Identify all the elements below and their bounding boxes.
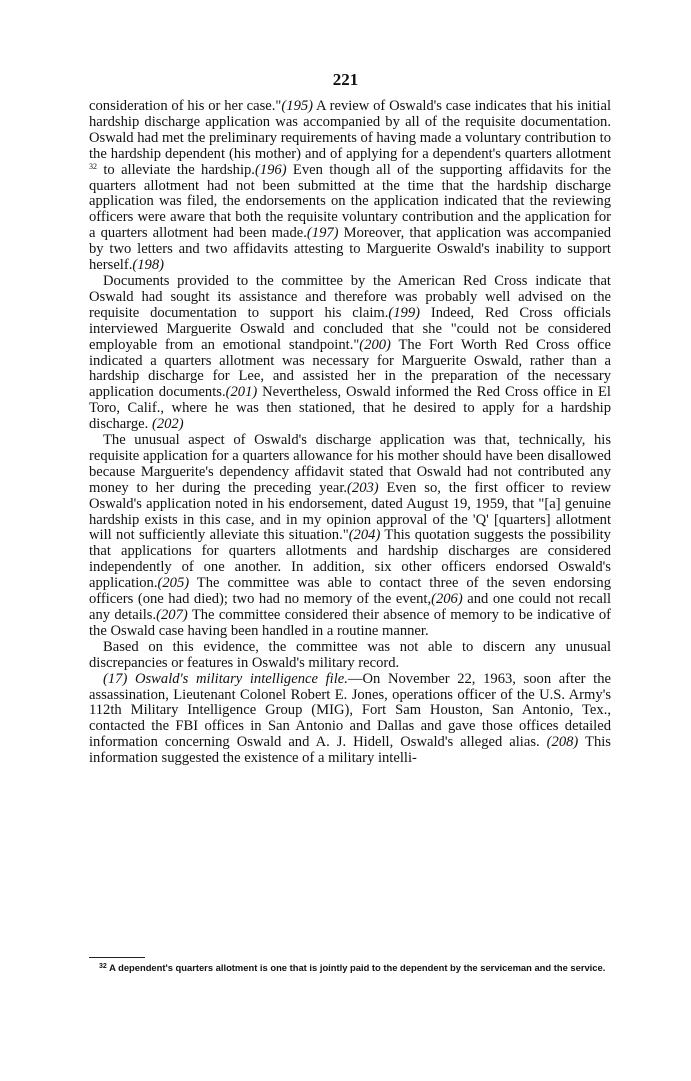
text-run: Nevertheless, Oswald informed the Red Cross office in El Toro, Calif., where he was then stationed, that he desired to apply for a hardship discharge. [89,384,611,433]
section-run-in-heading: (17) Oswald's military intelligence file. [103,670,348,687]
text-run: consideration of his or her case." [89,98,282,114]
page-number: 221 [332,70,359,89]
text-run: Based on this evidence, the committee was not able to discern any unusual discrepancies or features in Oswald's military record. [89,638,611,671]
citation-ref: (196) [254,161,287,178]
text-run: The unusual aspect of Oswald's discharge application was that, technically, his requisite application for a quarters allowance for his mother should have been disallowed because Marguerite's dependency affidavit stated that Oswald had not contributed any money to her during the preceding year. [89,432,611,496]
text-run: The Fort Worth Red Cross office indicated a quarters allotment was necessary for Marguerite Oswald, rather than a hardship discharge for Lee, and assisted her in the preparation of the necessary application documents. [89,336,611,401]
paragraph-4 [89,640,611,672]
citation-ref: (206) [431,591,463,608]
citation-ref: (195) [281,98,314,114]
citation-ref: (199) [388,304,420,321]
footnote-text: A dependent's quarters allotment is one that is jointly paid to the dependent by the serviceman and the service. [109,962,606,973]
paragraph-5 [89,672,611,767]
text-run: The committee was able to contact three of the seven endorsing officers (one had died); two had no memory of the event, [89,575,611,608]
citation-ref: (200) [359,336,391,353]
citation-ref: (197) [306,225,339,242]
paragraph-3 [89,433,611,640]
citation-ref: (202) [151,416,184,433]
footnote [89,962,611,973]
text-run: This information suggested the existence of a military intelli- [89,734,611,767]
text-run: Documents provided to the committee by the American Red Cross indicate that Oswald had sought its assistance and therefore was probably well advised on the requisite documentation to support his claim. [89,272,611,321]
text-run: —On November 22, 1963, soon after the assassination, Lieutenant Colonel Robert E. Jones, operations officer of the U.S. Army's 112th Military Intelligence Group (MIG), Fort Sam Houston, San Antonio, Tex., contacted the FBI offices in San Antonio and Dallas and gave those offices detailed information concerning Oswald and A. J. Hidell, Oswald's alleged alias. [89,670,612,751]
footnote-ref: 32 [89,161,97,171]
paragraph-1 [89,99,611,274]
citation-ref: (207) [156,607,188,623]
body-text [89,99,611,767]
text-run: Even so, the first officer to review Oswald's application noted in his endorsement, dated August 19, 1959, that "[a] genuine hardship exists in this case, and in my opinion approval of the 'Q' [quarters] allotment will not sufficiently alleviate this situation." [89,479,611,544]
citation-ref: (201) [225,384,258,401]
text-run: The committee considered their absence of memory to be indicative of the Oswald case having been handled in a routine manner. [89,607,611,639]
citation-ref: (198) [132,257,164,274]
text-run: Indeed, Red Cross officials interviewed Marguerite Oswald and concluded that she "could not be considered employable from an emotional standpoint." [89,304,611,353]
citation-ref: (204) [348,527,381,544]
text-run: This quotation suggests the possibility that applications for quarters allotments and hardship discharges are considered independently of one another. In addition, six other officers endorsed Oswald's application. [89,527,611,592]
paragraph-2 [89,274,611,433]
text-run: and one could not recall any details. [89,591,611,623]
text-run: to alleviate the hardship. [97,161,255,178]
footnote-divider [89,957,145,958]
citation-ref: (205) [157,575,190,592]
text-run: Moreover, that application was accompanied by two letters and two affidavits attesting to Marguerite Oswald's inability to support herself. [89,225,611,274]
footnote-marker: 32 [99,963,107,970]
citation-ref: (203) [347,479,379,496]
citation-ref: (208) [546,734,579,751]
text-run: Even though all of the supporting affidavits for the quarters allotment had not been submitted at the time that the hardship discharge application was filed, the endorsements on the application indicated that the reviewing officers were aware that both the requisite voluntary contribution and the application for a quarters allotment had been made. [89,161,612,242]
text-run: A review of Oswald's case indicates that his initial hardship discharge application was accompanied by all of the requisite documentation. Oswald had met the preliminary requirements of having made a voluntary contribution to the hardship dependent (his mother) and of applying for a dependent's quarters allotment [89,98,612,162]
